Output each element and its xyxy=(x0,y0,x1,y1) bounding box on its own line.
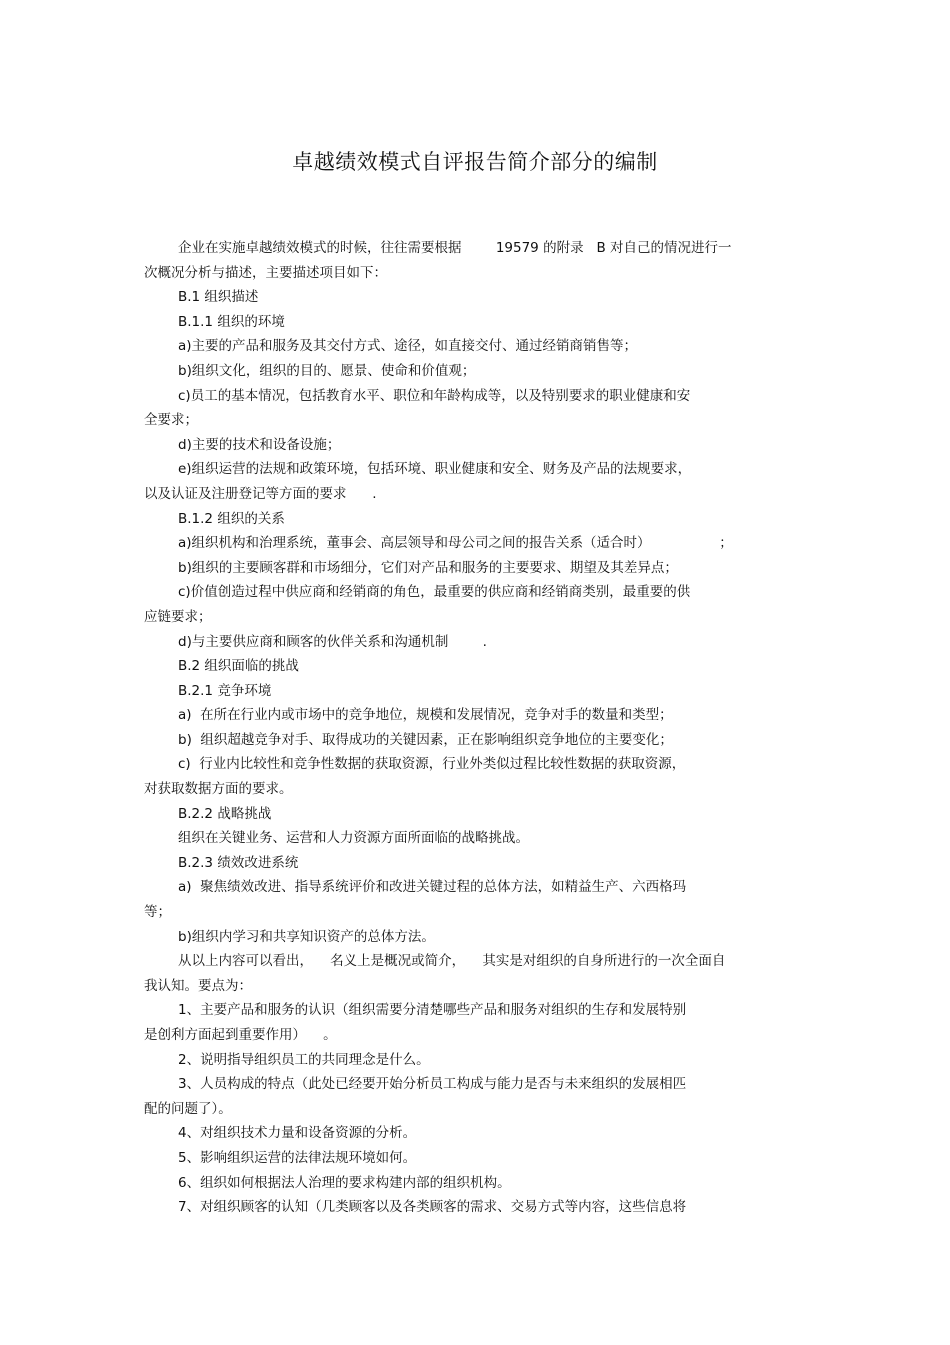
text-line: B.1.1 组织的环境 xyxy=(178,313,285,330)
text-line: 3、人员构成的特点（此处已经要开始分析员工构成与能力是否与未来组织的发展相匹 xyxy=(178,1076,687,1093)
text-line: a) 聚焦绩效改进、指导系统评价和改进关键过程的总体方法，如精益生产、六西格玛 xyxy=(178,879,687,896)
text-line: a)主要的产品和服务及其交付方式、途径，如直接交付、通过经销商销售等； xyxy=(178,338,638,355)
text-line: 对获取数据方面的要求。 xyxy=(144,781,293,798)
text-line: b)组织的主要顾客群和市场细分，它们对产品和服务的主要要求、期望及其差异点； xyxy=(178,559,678,576)
text-line: 1、主要产品和服务的认识（组织需要分清楚哪些产品和服务对组织的生存和发展特别 xyxy=(178,1002,687,1019)
text-line: B.2.2 战略挑战 xyxy=(178,805,272,822)
text-line: a) 在所在行业内或市场中的竞争地位，规模和发展情况，竞争对手的数量和类型； xyxy=(178,707,673,724)
text-line: B.2.3 绩效改进系统 xyxy=(178,854,299,871)
text-line: 企业在实施卓越绩效模式的时候，往往需要根据 19579 的附录 B 对自己的情况进行一 xyxy=(178,240,732,256)
text-line: 5、影响组织运营的法律法规环境如何。 xyxy=(178,1149,417,1166)
text-line: 组织在关键业务、运营和人力资源方面所面临的战略挑战。 xyxy=(178,830,529,847)
text-line: 我认知。要点为： xyxy=(144,977,252,994)
text-line: B.1 组织描述 xyxy=(178,289,259,306)
text-line: 等； xyxy=(144,904,171,921)
text-line: b)组织内学习和共享知识资产的总体方法。 xyxy=(178,928,435,945)
document-title: 卓越绩效模式自评报告简介部分的编制 xyxy=(292,150,658,174)
text-line: d)主要的技术和设备设施； xyxy=(178,436,341,453)
text-line: b)组织文化，组织的目的、愿景、使命和价值观； xyxy=(178,362,476,379)
text-line: 次概况分析与描述，主要描述项目如下： xyxy=(144,264,387,281)
text-line: 以及认证及注册登记等方面的要求 . xyxy=(144,485,377,502)
text-line: d)与主要供应商和顾客的伙伴关系和沟通机制 . xyxy=(178,633,487,650)
text-line: 7、对组织顾客的认知（几类顾客以及各类顾客的需求、交易方式等内容，这些信息将 xyxy=(178,1199,687,1216)
text-line: 全要求； xyxy=(144,412,198,429)
text-line: B.2 组织面临的挑战 xyxy=(178,658,299,675)
text-line: 应链要求； xyxy=(144,608,212,625)
document-body xyxy=(144,236,804,1220)
text-line: 2、说明指导组织员工的共同理念是什么。 xyxy=(178,1051,430,1068)
text-line: c) 行业内比较性和竞争性数据的获取资源，行业外类似过程比较性数据的获取资源， xyxy=(178,756,686,773)
text-line: 4、对组织技术力量和设备资源的分析。 xyxy=(178,1125,417,1142)
text-line: c)员工的基本情况，包括教育水平、职位和年龄构成等，以及特别要求的职业健康和安 xyxy=(178,387,691,404)
text-line: B.2.1 竞争环境 xyxy=(178,682,272,699)
text-line: 从以上内容可以看出， 名义上是概况或简介， 其实是对组织的自身所进行的一次全面自 xyxy=(178,953,726,970)
text-line: b) 组织超越竞争对手、取得成功的关键因素，正在影响组织竞争地位的主要变化； xyxy=(178,731,673,748)
text-line: a)组织机构和治理系统，董事会、高层领导和母公司之间的报告关系（适合时） ； xyxy=(178,535,733,552)
text-line: B.1.2 组织的关系 xyxy=(178,510,285,527)
text-line: 配的问题了）。 xyxy=(144,1100,232,1117)
text-line: e)组织运营的法规和政策环境，包括环境、职业健康和安全、财务及产品的法规要求， xyxy=(178,461,692,478)
text-line: 6、组织如何根据法人治理的要求构建内部的组织机构。 xyxy=(178,1174,511,1191)
text-line: 是创利方面起到重要作用） 。 xyxy=(144,1027,337,1043)
text-line: c)价值创造过程中供应商和经销商的角色，最重要的供应商和经销商类别，最重要的供 xyxy=(178,584,691,601)
